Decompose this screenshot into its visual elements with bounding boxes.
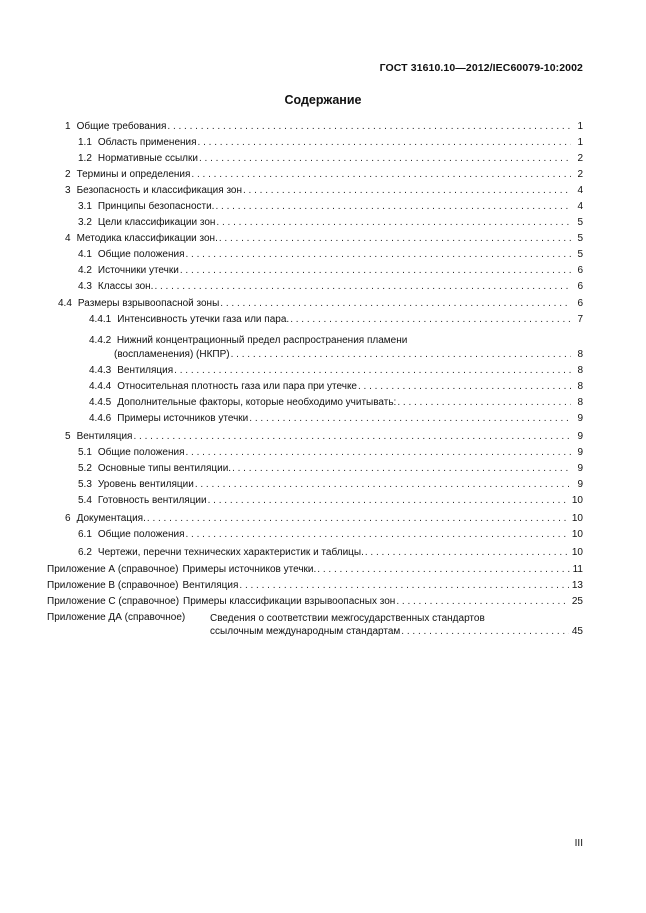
toc-entry[interactable] (78, 216, 583, 229)
appendix-text: ссылочным международным стандартам (210, 626, 401, 637)
toc-entry-number: 4.4.5 (89, 397, 112, 408)
toc-entry[interactable] (78, 280, 583, 293)
toc-entry-text: Общие требования (76, 121, 167, 132)
toc-entry[interactable] (89, 380, 583, 393)
toc-entry-text: Основные типы вентиляции. (97, 463, 232, 474)
appendix-label: Приложение ДА (справочное) (47, 612, 186, 623)
toc-entry-number: 5.2 (78, 463, 92, 474)
appendix-label: Приложение А (справочное) (47, 564, 179, 575)
toc-entry-text: Общие положения (97, 529, 185, 540)
toc-entry-number: 5.1 (78, 447, 92, 458)
toc-entry[interactable] (78, 200, 583, 213)
toc-entry-page: 9 (577, 413, 583, 424)
toc-entry-number: 4.3 (78, 281, 92, 292)
dot-leader (199, 152, 571, 165)
toc-entry-page: 8 (577, 381, 583, 392)
page-number: III (574, 838, 583, 849)
standard-code: ГОСТ 31610.10—2012/IEC60079-10:2002 (379, 62, 583, 74)
toc-entry-number: 3.1 (78, 201, 92, 212)
toc-entry-number: 6 (65, 513, 71, 524)
dot-leader (401, 625, 569, 638)
toc-entry-page: 7 (577, 314, 583, 325)
toc-entry[interactable] (78, 546, 583, 559)
toc-entry-page: 2 (577, 153, 583, 164)
dot-leader (397, 396, 571, 409)
appendix-entry[interactable] (47, 595, 583, 608)
toc-entry-page: 9 (577, 479, 583, 490)
toc-entry-text: Источники утечки (97, 265, 179, 276)
appendix-page: 25 (571, 596, 583, 607)
dot-leader (174, 364, 571, 377)
toc-entry[interactable] (89, 412, 583, 425)
toc-entry-text: Интенсивность утечки газа или пара. (117, 314, 290, 325)
toc-entry[interactable] (78, 446, 583, 459)
toc-entry-page: 9 (577, 463, 583, 474)
toc-entry-page: 4 (577, 185, 583, 196)
toc-entry-page: 8 (577, 349, 583, 360)
toc-entry-number: 4.4.6 (89, 413, 112, 424)
toc-entry[interactable] (114, 348, 583, 361)
toc-entry[interactable] (89, 364, 583, 377)
appendix-page: 45 (571, 626, 583, 637)
toc-entry-number: 5.3 (78, 479, 92, 490)
toc-entry-number: 2 (65, 169, 71, 180)
dot-leader (358, 380, 571, 393)
toc-entry-page: 5 (577, 249, 583, 260)
toc-entry-first-line (89, 334, 407, 347)
toc-entry-page: 10 (571, 547, 583, 558)
appendix-entry[interactable] (210, 625, 583, 638)
toc-entry-number: 4.2 (78, 265, 92, 276)
toc-entry-page: 5 (577, 233, 583, 244)
toc-entry[interactable] (78, 478, 583, 491)
dot-leader (239, 579, 568, 592)
dot-leader (290, 313, 571, 326)
toc-entry-text: Нормативные ссылки (97, 153, 198, 164)
dot-leader (198, 136, 571, 149)
dot-leader (167, 120, 571, 133)
toc-entry-number: 1.1 (78, 137, 92, 148)
toc-entry-number: 4.1 (78, 249, 92, 260)
toc-entry[interactable] (65, 232, 583, 245)
toc-entry-text: (воспламенения) (НКПР) (114, 349, 230, 360)
toc-entry-number: 5 (65, 431, 71, 442)
toc-entry-text: Относительная плотность газа или пара при утечке (117, 381, 357, 392)
toc-entry[interactable] (58, 297, 583, 310)
toc-entry-text: Общие положения (97, 447, 185, 458)
appendix-text: Вентиляция (182, 580, 239, 591)
dot-leader (215, 200, 571, 213)
dot-leader (396, 595, 569, 608)
toc-entry-text: Уровень вентиляции (97, 479, 194, 490)
toc-entry-number: 3 (65, 185, 71, 196)
toc-entry-number: 4 (65, 233, 71, 244)
appendix-text: Примеры классификации взрывоопасных зон (183, 596, 396, 607)
dot-leader (133, 430, 571, 443)
toc-entry-page: 10 (571, 513, 583, 524)
toc-entry-page: 10 (571, 495, 583, 506)
toc-entry[interactable] (78, 152, 583, 165)
toc-entry-number: 1 (65, 121, 71, 132)
toc-entry[interactable] (89, 313, 583, 326)
toc-entry-text: Вентиляция (117, 365, 174, 376)
toc-entry-number: 6.1 (78, 529, 92, 540)
toc-entry-text: Дополнительные факторы, которые необходимо учитывать: (117, 397, 397, 408)
dot-leader (147, 512, 569, 525)
dot-leader (191, 168, 571, 181)
dot-leader (180, 264, 571, 277)
toc-entry[interactable] (78, 136, 583, 149)
toc-entry[interactable] (65, 184, 583, 197)
toc-entry-page: 6 (577, 265, 583, 276)
toc-entry-text: Безопасность и классификация зон (76, 185, 242, 196)
toc-entry[interactable] (65, 430, 583, 443)
dot-leader (317, 563, 569, 576)
toc-entry[interactable] (78, 462, 583, 475)
toc-entry-text: Принципы безопасности. (97, 201, 215, 212)
toc-entry-text: Вентиляция (76, 431, 133, 442)
appendix-text-line1: Сведения о соответствии межгосударственных стандартов (210, 613, 485, 624)
dot-leader (216, 216, 571, 229)
toc-entry-text: Методика классификации зон. (76, 233, 218, 244)
toc-entry[interactable] (65, 168, 583, 181)
toc-entry-number: 4.4.2 (89, 335, 112, 346)
toc-entry-number: 5.4 (78, 495, 92, 506)
dot-leader (231, 348, 571, 361)
toc-entry-page: 6 (577, 281, 583, 292)
appendix-page: 11 (572, 564, 583, 575)
toc-entry-text: Цели классификации зон (97, 217, 216, 228)
toc-entry-text: Общие положения (97, 249, 185, 260)
appendix-label: Приложение С (справочное) (47, 596, 180, 607)
toc-entry-page: 1 (577, 137, 583, 148)
dot-leader (154, 280, 571, 293)
dot-leader (249, 412, 571, 425)
dot-leader (195, 478, 571, 491)
toc-entry-page: 9 (577, 431, 583, 442)
toc-entry-number: 6.2 (78, 547, 92, 558)
toc-entry-text: Размеры взрывоопасной зоны (77, 298, 220, 309)
toc-entry-number: 4.4.4 (89, 381, 112, 392)
toc-entry-text: Документация. (76, 513, 146, 524)
appendix-page: 13 (571, 580, 583, 591)
toc-entry[interactable] (78, 248, 583, 261)
toc-entry[interactable] (78, 264, 583, 277)
toc-entry-page: 2 (577, 169, 583, 180)
appendix-entry[interactable] (47, 563, 583, 576)
toc-entry[interactable] (89, 396, 583, 409)
dot-leader (208, 494, 569, 507)
dot-leader (186, 446, 572, 459)
toc-entry-number: 4.4.1 (89, 314, 112, 325)
appendix-label: Приложение В (справочное) (47, 580, 179, 591)
toc-entry-text: Чертежи, перечни технических характеристик и таблицы. (97, 547, 364, 558)
dot-leader (365, 546, 569, 559)
toc-entry-text: Примеры источников утечки (117, 413, 249, 424)
toc-entry[interactable] (78, 528, 583, 541)
toc-entry-page: 8 (577, 397, 583, 408)
toc-entry-text: Область применения (97, 137, 197, 148)
dot-leader (243, 184, 571, 197)
dot-leader (186, 528, 569, 541)
appendix-entry[interactable] (47, 579, 583, 592)
toc-entry[interactable] (78, 494, 583, 507)
dot-leader (232, 462, 571, 475)
toc-entry-page: 10 (571, 529, 583, 540)
toc-entry-page: 1 (577, 121, 583, 132)
toc-entry-number: 3.2 (78, 217, 92, 228)
toc-entry-text: Классы зон. (97, 281, 154, 292)
toc-entry[interactable] (65, 120, 583, 133)
toc-entry-page: 5 (577, 217, 583, 228)
toc-entry[interactable] (65, 512, 583, 525)
toc-entry-text: Готовность вентиляции (97, 495, 207, 506)
dot-leader (186, 248, 572, 261)
toc-entry-number: 4.4 (58, 298, 72, 309)
page-title: Содержание (284, 93, 362, 107)
toc-entry-number: 1.2 (78, 153, 92, 164)
toc-entry-page: 9 (577, 447, 583, 458)
toc-entry-page: 4 (577, 201, 583, 212)
toc-entry-text: Термины и определения (76, 169, 191, 180)
toc-entry-text-line1: Нижний концентрационный предел распространения пламени (116, 335, 408, 346)
appendix-text: Примеры источников утечки. (182, 564, 317, 575)
dot-leader (220, 297, 571, 310)
toc-entry-number: 4.4.3 (89, 365, 112, 376)
dot-leader (219, 232, 571, 245)
toc-entry-page: 6 (577, 298, 583, 309)
toc-entry-page: 8 (577, 365, 583, 376)
